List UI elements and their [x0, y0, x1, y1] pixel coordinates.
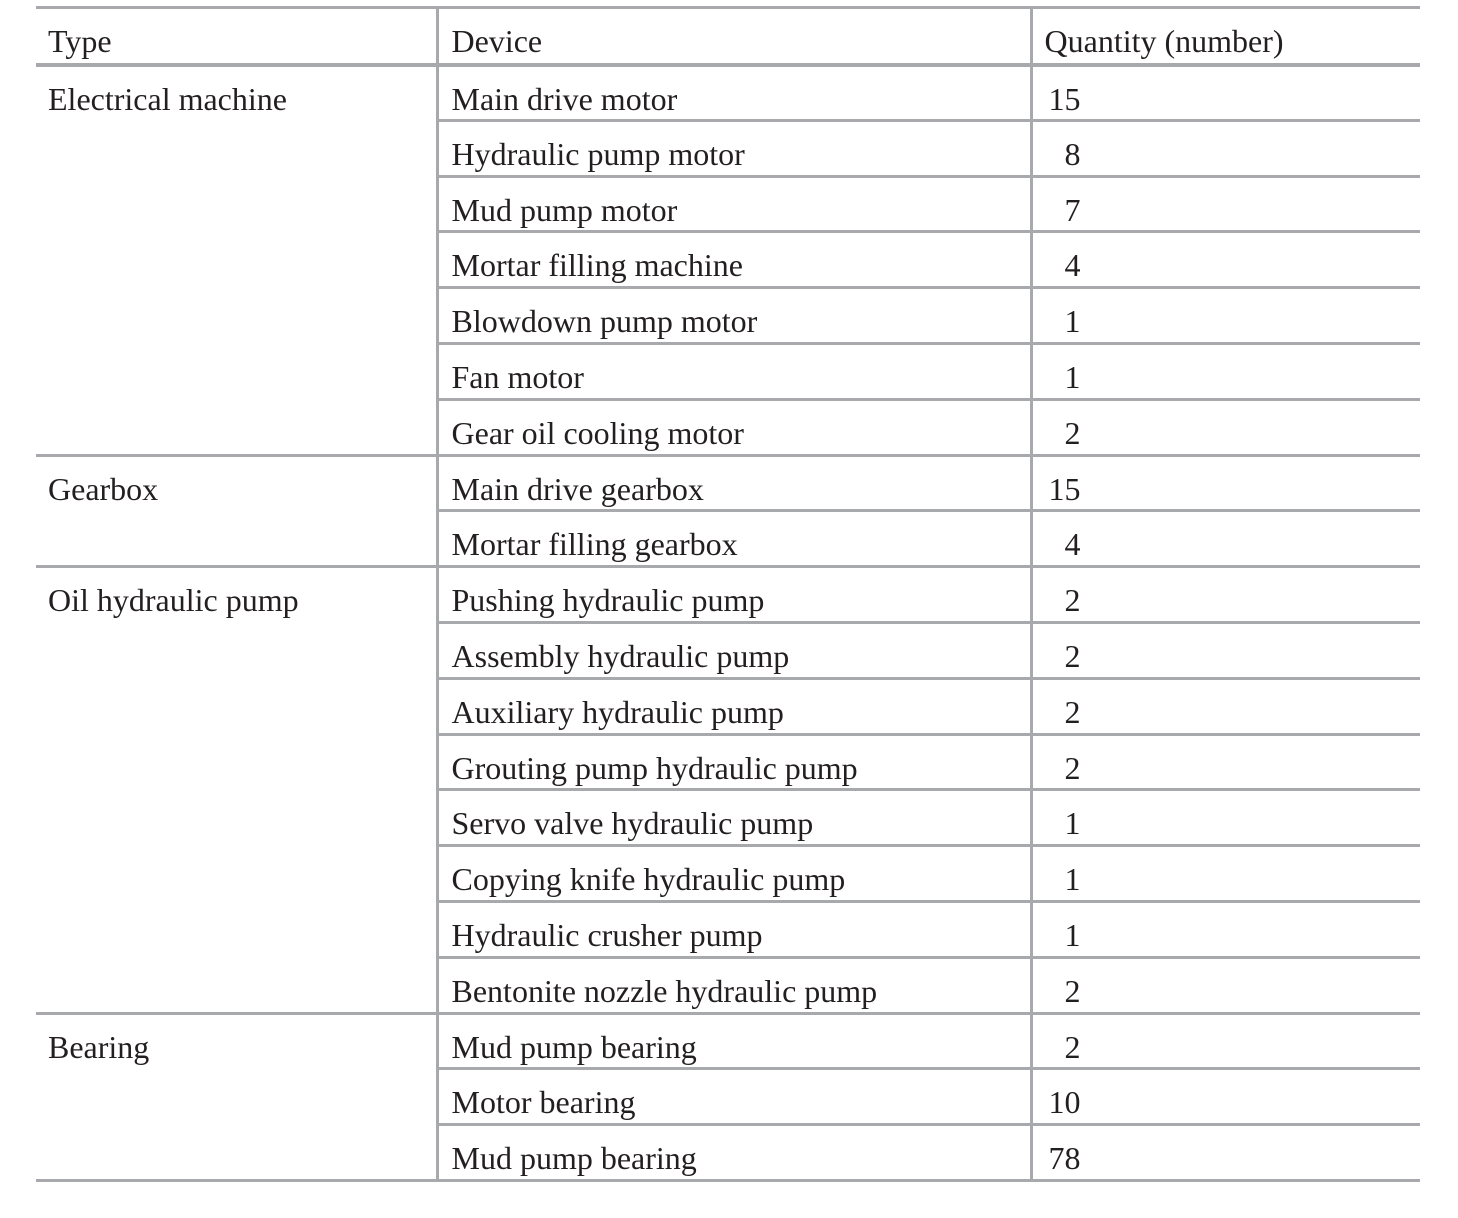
- device-cell: Auxiliary hydraulic pump: [437, 678, 1031, 734]
- table-row: [36, 1013, 1420, 1069]
- quantity-cell: [1031, 288, 1420, 344]
- quantity-cell: [1031, 1013, 1420, 1069]
- quantity-cell: [1031, 678, 1420, 734]
- quantity-value: 4: [1064, 247, 1081, 284]
- device-cell: Hydraulic crusher pump: [437, 901, 1031, 957]
- quantity-cell: [1031, 343, 1420, 399]
- quantity-value: 8: [1064, 135, 1081, 172]
- quantity-value: 7: [1064, 191, 1081, 228]
- quantity-value: 10: [1048, 1084, 1081, 1121]
- device-cell: Fan motor: [437, 343, 1031, 399]
- quantity-cell: [1031, 232, 1420, 288]
- quantity-value: 1: [1064, 358, 1081, 395]
- quantity-value: 2: [1064, 693, 1081, 730]
- header-type: Type: [36, 8, 437, 65]
- quantity-cell: [1031, 790, 1420, 846]
- type-cell: Electrical machine: [36, 65, 437, 456]
- quantity-cell: [1031, 567, 1420, 623]
- quantity-cell: [1031, 1125, 1420, 1181]
- quantity-value: 2: [1064, 414, 1081, 451]
- quantity-value: 2: [1064, 1028, 1081, 1065]
- quantity-value: 1: [1064, 303, 1081, 340]
- device-cell: Grouting pump hydraulic pump: [437, 734, 1031, 790]
- quantity-cell: [1031, 399, 1420, 455]
- quantity-cell: [1031, 120, 1420, 176]
- quantity-cell: [1031, 622, 1420, 678]
- device-cell: Servo valve hydraulic pump: [437, 790, 1031, 846]
- device-cell: Mud pump bearing: [437, 1013, 1031, 1069]
- device-cell: Motor bearing: [437, 1069, 1031, 1125]
- device-cell: Mud pump bearing: [437, 1125, 1031, 1181]
- type-cell: Gearbox: [36, 455, 437, 567]
- device-cell: Pushing hydraulic pump: [437, 567, 1031, 623]
- device-cell: Copying knife hydraulic pump: [437, 846, 1031, 902]
- quantity-cell: [1031, 176, 1420, 232]
- type-cell: Bearing: [36, 1013, 437, 1180]
- device-table-container: [36, 6, 1420, 1182]
- quantity-cell: [1031, 511, 1420, 567]
- header-quantity: Quantity (number): [1044, 23, 1284, 59]
- table-row: [36, 567, 1420, 623]
- header-device: Device: [437, 8, 1031, 65]
- quantity-value: 2: [1064, 582, 1081, 619]
- quantity-value: 2: [1064, 637, 1081, 674]
- quantity-value: 2: [1064, 972, 1081, 1009]
- device-cell: Hydraulic pump motor: [437, 120, 1031, 176]
- table-header: [36, 8, 1420, 65]
- quantity-value: 78: [1048, 1140, 1081, 1177]
- device-cell: Assembly hydraulic pump: [437, 622, 1031, 678]
- device-cell: Main drive motor: [437, 65, 1031, 121]
- quantity-value: 1: [1064, 805, 1081, 842]
- quantity-value: 4: [1064, 526, 1081, 563]
- quantity-cell: [1031, 957, 1420, 1013]
- quantity-value: 2: [1064, 749, 1081, 786]
- quantity-cell: [1031, 901, 1420, 957]
- table-body: [36, 65, 1420, 1181]
- quantity-cell: [1031, 846, 1420, 902]
- device-cell: Mortar filling gearbox: [437, 511, 1031, 567]
- device-table: [36, 6, 1420, 1182]
- device-cell: Main drive gearbox: [437, 455, 1031, 511]
- quantity-cell: [1031, 1069, 1420, 1125]
- table-row: [36, 65, 1420, 121]
- device-cell: Mortar filling machine: [437, 232, 1031, 288]
- quantity-cell: [1031, 65, 1420, 121]
- header-row: [36, 8, 1420, 65]
- quantity-value: 1: [1064, 916, 1081, 953]
- quantity-value: 1: [1064, 861, 1081, 898]
- device-cell: Gear oil cooling motor: [437, 399, 1031, 455]
- quantity-cell: [1031, 734, 1420, 790]
- device-cell: Bentonite nozzle hydraulic pump: [437, 957, 1031, 1013]
- type-cell: Oil hydraulic pump: [36, 567, 437, 1013]
- quantity-value: 15: [1048, 80, 1081, 117]
- device-cell: Blowdown pump motor: [437, 288, 1031, 344]
- table-row: [36, 455, 1420, 511]
- quantity-value: 15: [1048, 470, 1081, 507]
- quantity-cell: [1031, 455, 1420, 511]
- device-cell: Mud pump motor: [437, 176, 1031, 232]
